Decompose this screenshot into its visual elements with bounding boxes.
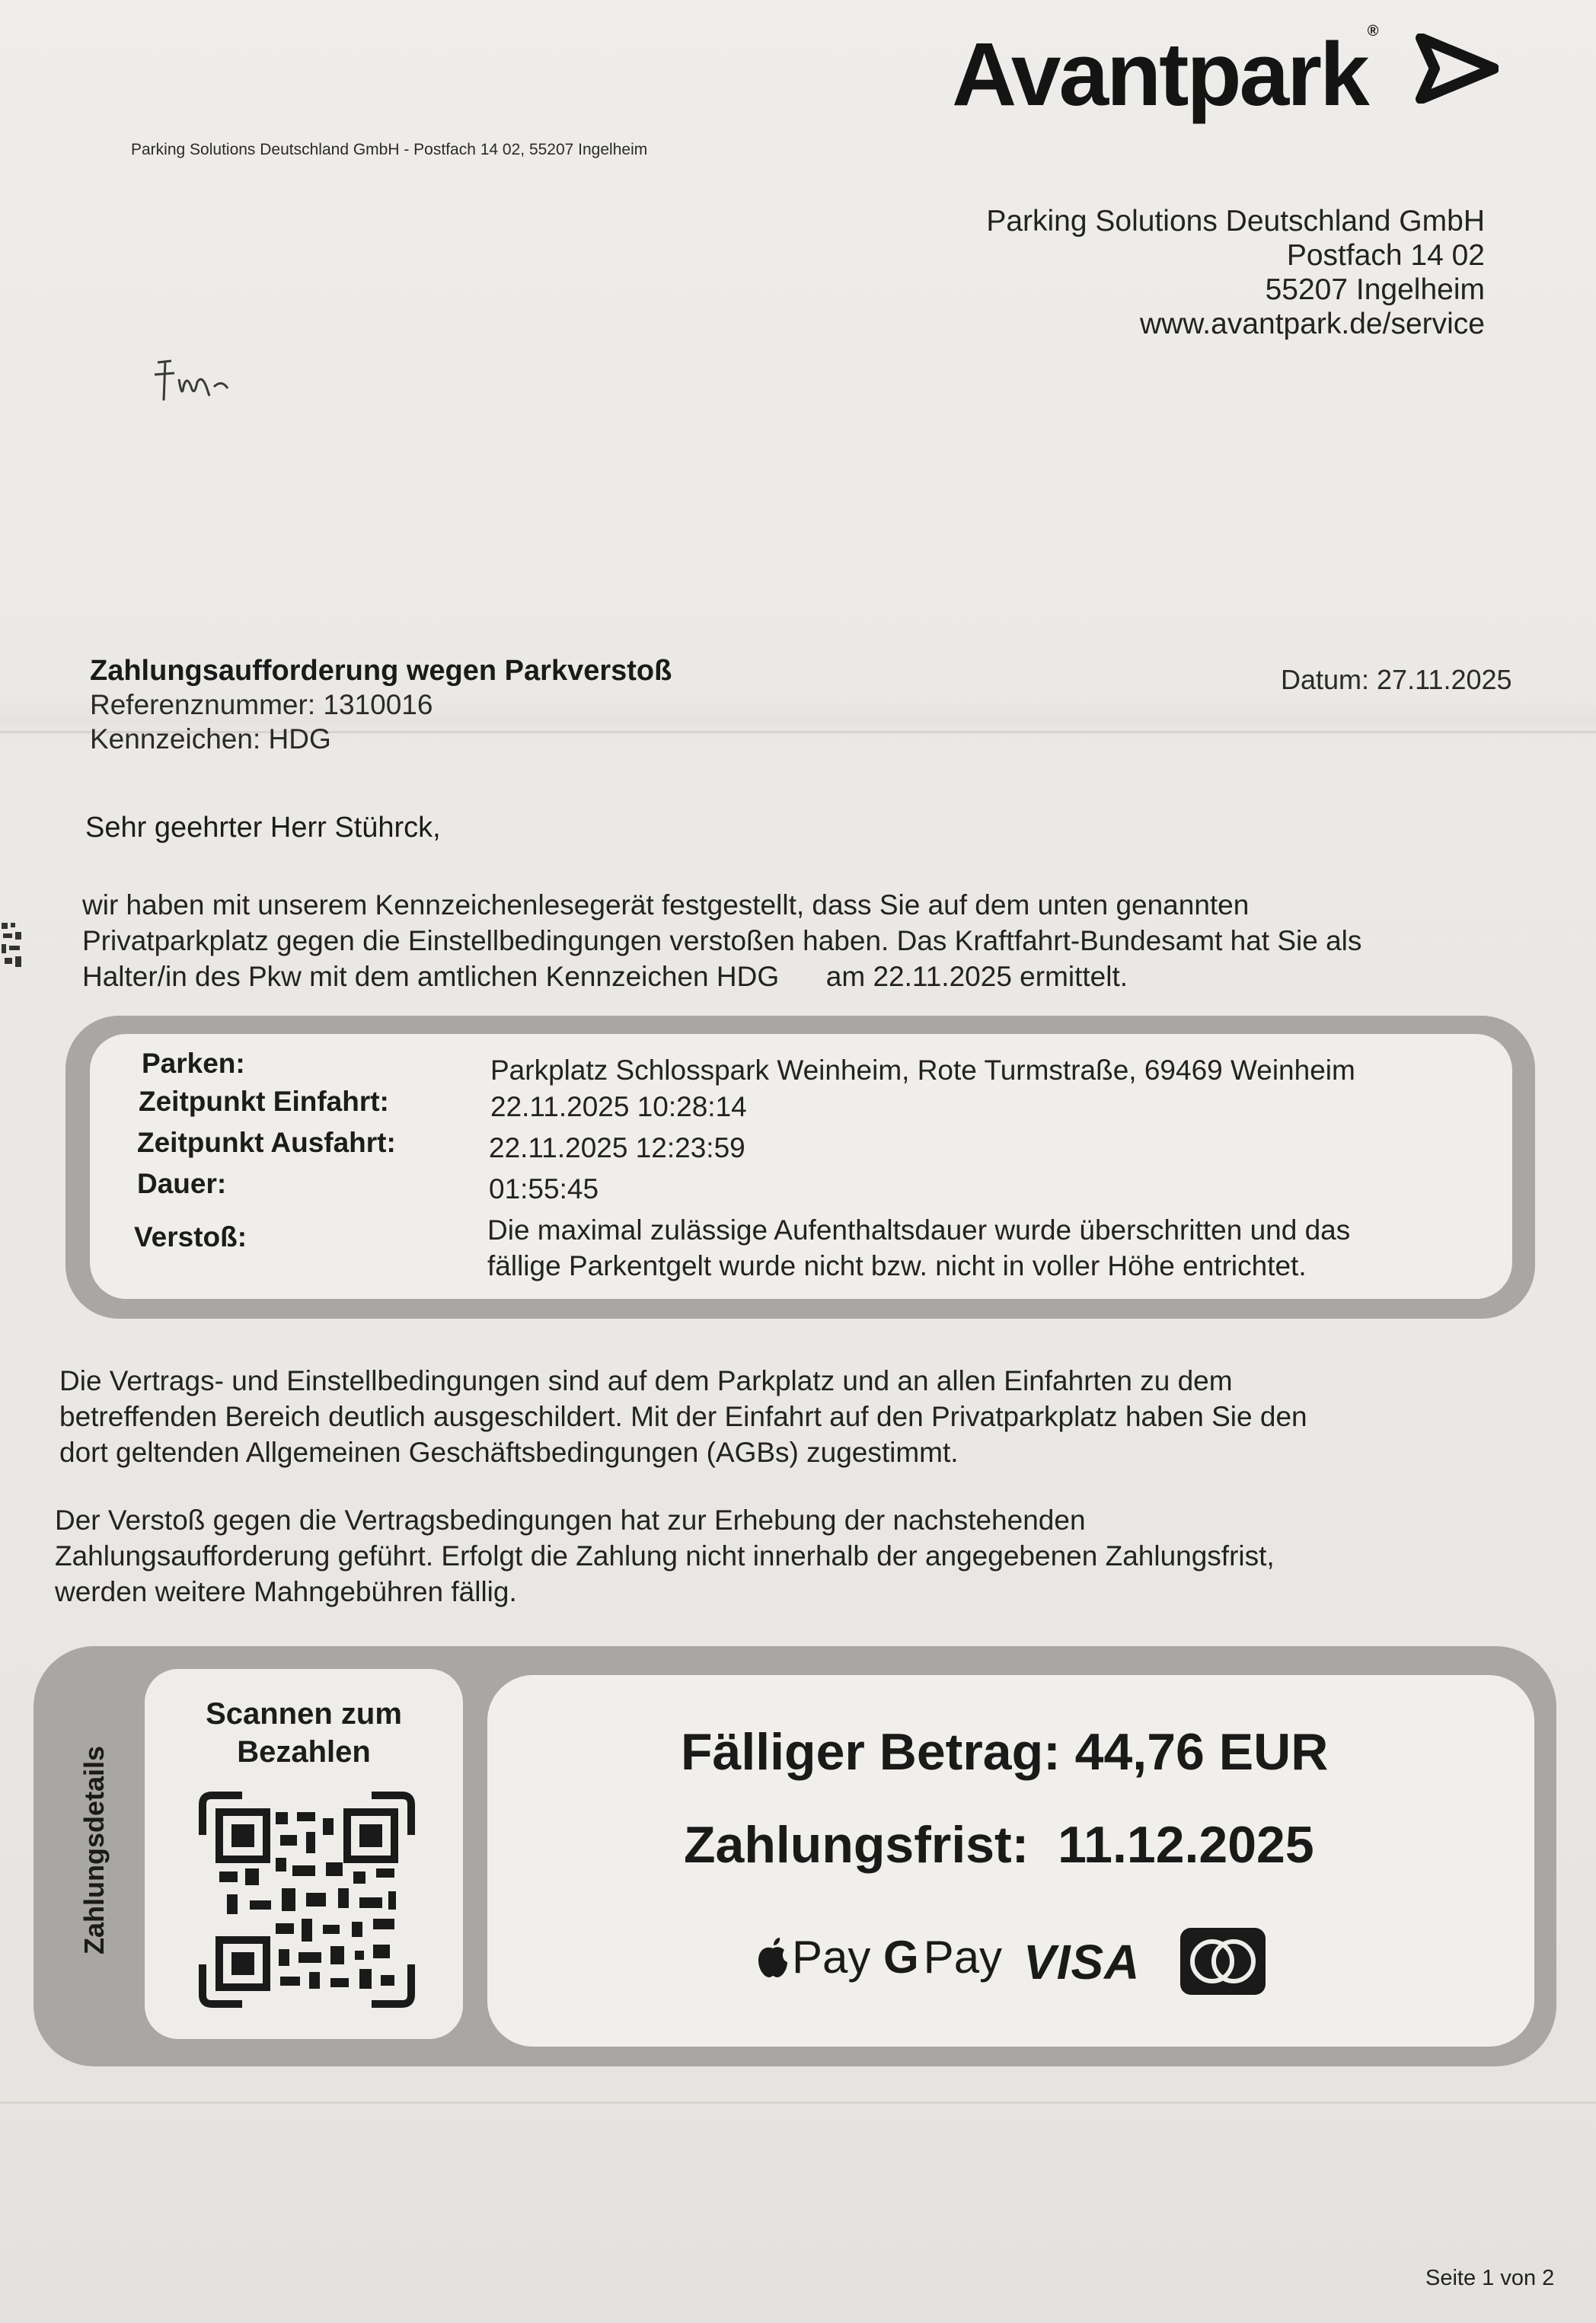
address-line: 55207 Ingelheim bbox=[1265, 273, 1485, 306]
detail-label-einfahrt: Zeitpunkt Einfahrt: bbox=[139, 1086, 389, 1117]
text-line: Zahlungsaufforderung geführt. Erfolgt die Zahlung nicht innerhalb der angegebenen Zahlungsfrist, bbox=[55, 1540, 1275, 1572]
mastercard-icon bbox=[1179, 1926, 1267, 1996]
brand-reg-mark: ® bbox=[1367, 23, 1377, 40]
scan-to-pay-label bbox=[145, 1695, 463, 1771]
visa-logo: VISA bbox=[1023, 1935, 1141, 1990]
text-line: Die maximal zulässige Aufenthaltsdauer wurde überschritten und das bbox=[487, 1214, 1351, 1246]
detail-label-dauer: Dauer: bbox=[137, 1168, 227, 1199]
text-line: dort geltenden Allgemeinen Geschäftsbedingungen (AGBs) zugestimmt. bbox=[59, 1437, 959, 1468]
terms-paragraph bbox=[59, 1363, 1307, 1470]
qr-code-icon[interactable] bbox=[196, 1789, 417, 2010]
detail-label-verstoss: Verstoß: bbox=[134, 1221, 247, 1252]
detail-value-ausfahrt: 22.11.2025 12:23:59 bbox=[489, 1132, 745, 1163]
paper-fold bbox=[0, 2101, 1596, 2104]
detail-label-ausfahrt: Zeitpunkt Ausfahrt: bbox=[137, 1127, 396, 1158]
license-plate: Kennzeichen: HDG bbox=[90, 723, 331, 755]
apple-pay-logo bbox=[755, 1931, 870, 1983]
google-g-icon: G bbox=[883, 1932, 919, 1983]
text-line: Scannen zum bbox=[206, 1697, 402, 1731]
detail-value-dauer: 01:55:45 bbox=[489, 1173, 599, 1205]
avantpark-logo-icon bbox=[1415, 34, 1499, 104]
address-line: Postfach 14 02 bbox=[1286, 239, 1485, 272]
page-number: Seite 1 von 2 bbox=[1425, 2266, 1555, 2290]
google-pay-text: Pay bbox=[923, 1932, 1003, 1983]
text-line: fällige Parkentgelt wurde nicht bzw. nicht in voller Höhe entrichtet. bbox=[487, 1250, 1307, 1281]
sender-address bbox=[883, 204, 1485, 341]
address-line: www.avantpark.de/service bbox=[1139, 308, 1485, 340]
text-line: Die Vertrags- und Einstellbedingungen sind auf dem Parkplatz und an allen Einfahrten zu dem bbox=[59, 1365, 1233, 1396]
side-barcode-icon bbox=[0, 920, 24, 973]
amount-due: Fälliger Betrag: 44,76 EUR bbox=[681, 1723, 1329, 1781]
detail-value-parken: Parkplatz Schlosspark Weinheim, Rote Turmstraße, 69469 Weinheim bbox=[490, 1055, 1355, 1086]
google-pay-logo bbox=[883, 1931, 1002, 1983]
letter-subject: Zahlungsaufforderung wegen Parkverstoß bbox=[90, 655, 672, 687]
detail-label-parken: Parken: bbox=[142, 1048, 245, 1079]
sender-return-line: Parking Solutions Deutschland GmbH - Postfach 14 02, 55207 Ingelheim bbox=[131, 141, 648, 158]
payment-deadline: Zahlungsfrist: 11.12.2025 bbox=[684, 1816, 1314, 1874]
text-line: Der Verstoß gegen die Vertragsbedingungen hat zur Erhebung der nachstehenden bbox=[55, 1505, 1086, 1536]
text-line: Halter/in des Pkw mit dem amtlichen Kennzeichen HDG am 22.11.2025 ermittelt. bbox=[82, 961, 1128, 992]
brand-logo bbox=[952, 23, 1376, 126]
payment-side-label: Zahlungsdetails bbox=[78, 1745, 110, 1955]
letter-date: Datum: 27.11.2025 bbox=[1281, 664, 1512, 695]
detail-value-einfahrt: 22.11.2025 10:28:14 bbox=[490, 1091, 747, 1122]
address-line: Parking Solutions Deutschland GmbH bbox=[986, 205, 1485, 238]
detail-value-verstoss bbox=[487, 1212, 1350, 1284]
text-line: Privatparkplatz gegen die Einstellbedingungen verstoßen haben. Das Kraftfahrt-Bundesamt hat Sie als bbox=[82, 925, 1362, 956]
handwritten-scribble bbox=[148, 356, 240, 410]
text-line: werden weitere Mahngebühren fällig. bbox=[55, 1576, 517, 1607]
text-line: betreffenden Bereich deutlich ausgeschildert. Mit der Einfahrt auf den Privatparkplatz haben Sie den bbox=[59, 1401, 1307, 1432]
salutation: Sehr geehrter Herr Stührck, bbox=[85, 812, 441, 844]
text-line: wir haben mit unserem Kennzeichenlesegerät festgestellt, dass Sie auf dem unten genannten bbox=[82, 889, 1250, 921]
apple-icon bbox=[755, 1936, 790, 1979]
intro-paragraph bbox=[82, 887, 1361, 994]
reference-number: Referenznummer: 1310016 bbox=[90, 689, 433, 720]
brand-name: Avantpark bbox=[952, 24, 1368, 125]
apple-pay-text: Pay bbox=[792, 1932, 871, 1983]
text-line: Bezahlen bbox=[237, 1735, 371, 1769]
payment-notice-paragraph bbox=[55, 1502, 1275, 1610]
